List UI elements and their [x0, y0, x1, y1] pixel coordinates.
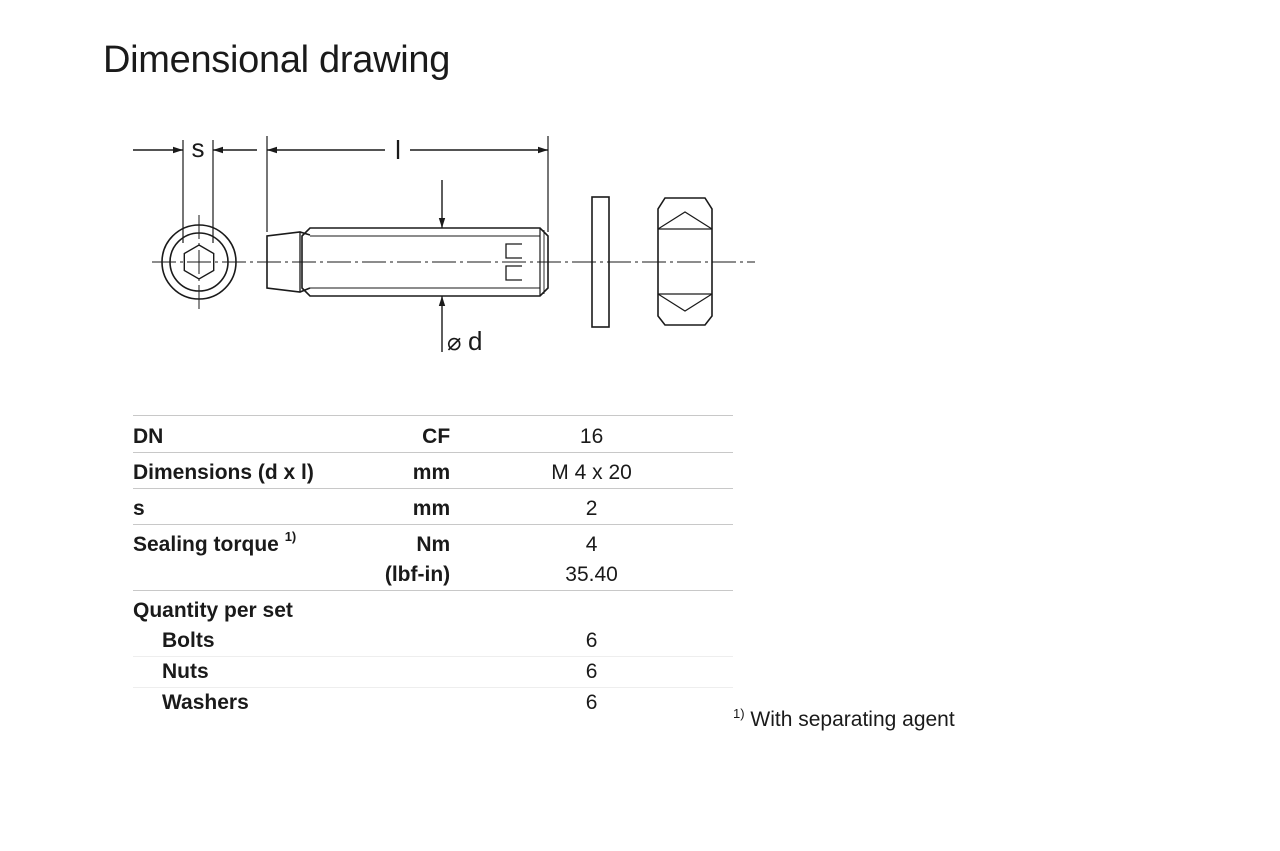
row-unit: CF: [368, 416, 450, 453]
row-unit: mm: [368, 453, 450, 489]
table-row-dimensions: [133, 453, 733, 489]
table-row-bolts: [133, 626, 733, 657]
row-value: 6: [450, 657, 733, 688]
footnote-mark: 1): [733, 706, 745, 721]
label-l: l: [395, 135, 401, 165]
row-label-text: Sealing torque: [133, 533, 279, 556]
table-row-s: [133, 489, 733, 525]
footnote: [733, 705, 955, 735]
row-value: 6: [450, 688, 733, 719]
page-title: Dimensional drawing: [103, 39, 451, 81]
label-diameter-symbol: ⌀: [447, 329, 462, 356]
row-value: 16: [450, 416, 733, 453]
table-row-dn: [133, 416, 733, 453]
row-label: Nuts: [133, 657, 368, 688]
row-label: Dimensions (d x l): [133, 453, 368, 489]
footnote-text: With separating agent: [750, 708, 955, 731]
row-value: 6: [585, 629, 598, 652]
footnote-mark: 1): [284, 529, 297, 544]
table-row-washers: [133, 688, 733, 719]
row-value: M 4 x 20: [450, 453, 733, 489]
row-value: 4: [450, 525, 733, 561]
row-value-alt: 35.40: [565, 563, 618, 586]
row-label: DN: [133, 416, 368, 453]
row-unit-alt: (lbf-in): [384, 563, 451, 586]
row-label: Washers: [133, 688, 368, 719]
row-label: Bolts: [162, 629, 215, 652]
row-label: s: [133, 489, 368, 525]
label-s: s: [191, 133, 205, 163]
dimensional-drawing: [0, 0, 1280, 400]
row-label: [133, 525, 368, 561]
label-d: d: [468, 326, 483, 356]
table-row-sealing-torque-alt: [133, 560, 733, 591]
spec-table: [133, 415, 733, 718]
row-value: 2: [450, 489, 733, 525]
row-unit: mm: [368, 489, 450, 525]
row-unit: Nm: [368, 525, 450, 561]
table-row-sealing-torque: [133, 525, 733, 561]
quantity-label: Quantity per set: [133, 591, 733, 627]
dimension-l: [267, 136, 548, 232]
table-row-nuts: [133, 657, 733, 688]
table-row-quantity-header: [133, 591, 733, 627]
